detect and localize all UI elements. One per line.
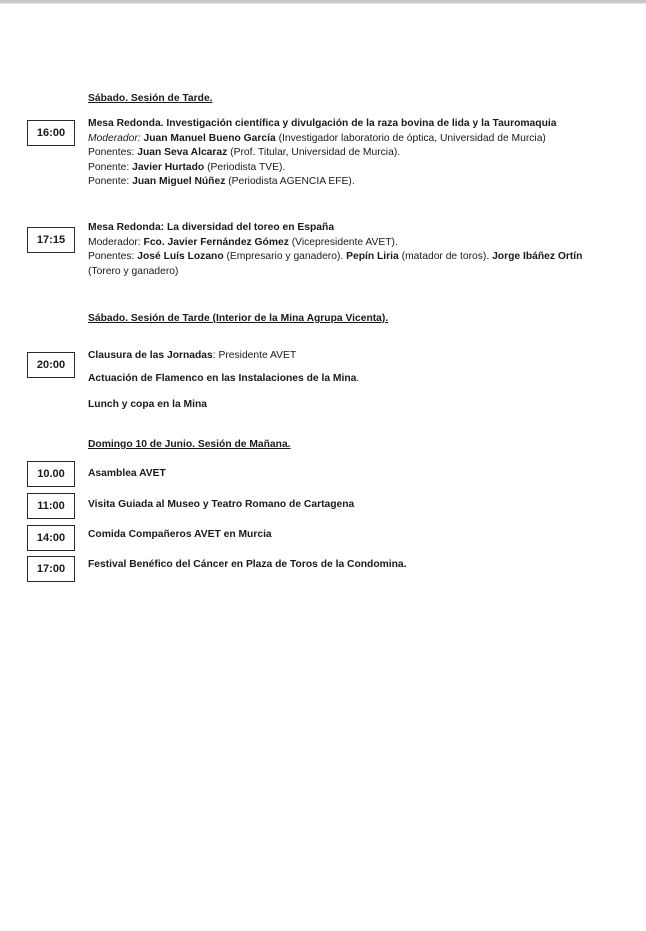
- event-closing: [88, 349, 588, 364]
- event-title: Mesa Redonda. Investigación científica y divulgación de la raza bovina de lida y la Tauromaquia: [88, 118, 557, 129]
- event-lunch-murcia: Comida Compañeros AVET en Murcia: [88, 529, 272, 540]
- time-box-1000: 10.00: [27, 461, 75, 487]
- top-border-shadow: [0, 3, 646, 4]
- moderator-line: Moderador: Juan Manuel Bueno García (Investigador laboratorio de óptica, Universidad de Murcia): [88, 132, 546, 144]
- section-heading-mine-interior: Sábado. Sesión de Tarde (Interior de la Mina Agrupa Vicenta).: [88, 313, 389, 324]
- event-title: Mesa Redonda: La diversidad del toreo en España: [88, 222, 335, 233]
- time-box-1600: 16:00: [27, 120, 75, 146]
- event-assembly: Asamblea AVET: [88, 468, 166, 479]
- event-round-table-diversity: [88, 221, 588, 279]
- moderator-line: Moderador: Fco. Javier Fernández Gómez (Vicepresidente AVET).: [88, 236, 398, 248]
- time-box-1400: 14:00: [27, 525, 75, 551]
- time-box-2000: 20:00: [27, 352, 75, 378]
- event-lunch: [88, 398, 588, 413]
- speaker-line: Ponente: Javier Hurtado (Periodista TVE).: [88, 161, 286, 173]
- event-museum-visit: Visita Guiada al Museo y Teatro Romano de Cartagena: [88, 499, 355, 510]
- event-charity-festival: Festival Benéfico del Cáncer en Plaza de Toros de la Condomina.: [88, 559, 407, 570]
- time-box-1715: 17:15: [27, 227, 75, 253]
- section-heading-sunday-morning: Domingo 10 de Junio. Sesión de Mañana.: [88, 439, 291, 450]
- section-heading-saturday-afternoon: Sábado. Sesión de Tarde.: [88, 93, 213, 104]
- flamenco-line: Actuación de Flamenco en las Instalaciones de la Mina.: [88, 373, 360, 384]
- time-box-1700: 17:00: [27, 556, 75, 582]
- event-round-table-research: [88, 117, 588, 190]
- speakers-paragraph: Ponentes: José Luís Lozano (Empresario y ganadero). Pepín Liria (matador de toros). Jorge Ibáñez Ortín (Torero y ganadero): [88, 251, 583, 277]
- speaker-line: Ponentes: Juan Seva Alcaraz (Prof. Titular, Universidad de Murcia).: [88, 147, 401, 158]
- time-box-1100: 11:00: [27, 493, 75, 519]
- closing-line: Clausura de las Jornadas: Presidente AVET: [88, 350, 297, 361]
- event-flamenco: [88, 372, 588, 387]
- speaker-line: Ponente: Juan Miguel Núñez (Periodista AGENCIA EFE).: [88, 176, 355, 187]
- lunch-line: Lunch y copa en la Mina: [88, 399, 208, 410]
